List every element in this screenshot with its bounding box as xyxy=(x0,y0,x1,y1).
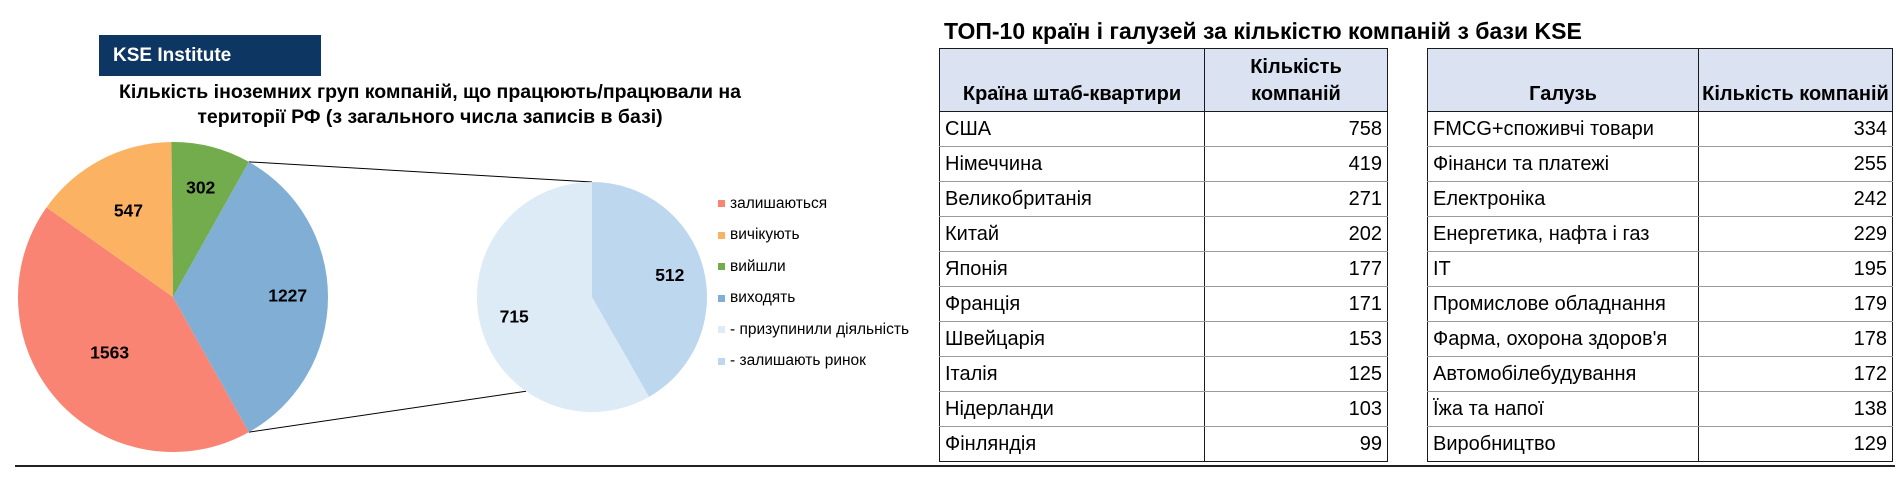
industry-row xyxy=(1428,182,1893,217)
industry-name-cell: Фінанси та платежі xyxy=(1428,147,1699,182)
country-count-cell: 271 xyxy=(1205,182,1388,217)
country-row xyxy=(940,147,1388,182)
country-name-cell: Нідерланди xyxy=(940,392,1205,427)
industry-count-cell: 255 xyxy=(1699,147,1893,182)
country-name-cell: Франція xyxy=(940,287,1205,322)
legend-swatch xyxy=(718,200,725,207)
industry-row xyxy=(1428,252,1893,287)
legend-swatch xyxy=(718,358,725,365)
tables-title: ТОП-10 країн і галузей за кількістю компаній з бази KSE xyxy=(944,18,1582,44)
main-pie-value-label: 1563 xyxy=(90,342,130,363)
legend-item xyxy=(718,188,909,220)
country-count-cell: 171 xyxy=(1205,287,1388,322)
country-count-cell: 177 xyxy=(1205,252,1388,287)
industry-name-cell: FMCG+споживчі товари xyxy=(1428,112,1699,147)
legend-label: виходять xyxy=(730,289,796,307)
industry-name-cell: Їжа та напої xyxy=(1428,392,1699,427)
legend-item xyxy=(718,314,909,346)
industry-name-cell: Промислове обладнання xyxy=(1428,287,1699,322)
legend-item xyxy=(718,283,909,315)
bottom-divider xyxy=(15,465,1895,467)
country-row xyxy=(940,287,1388,322)
legend-label: залишаються xyxy=(730,194,828,212)
industry-name-cell: Фарма, охорона здоров'я xyxy=(1428,322,1699,357)
sub-pie xyxy=(477,182,707,412)
legend-label: вичікують xyxy=(730,226,800,244)
industry-name-cell: Автомобілебудування xyxy=(1428,357,1699,392)
industry-count-cell: 129 xyxy=(1699,427,1893,462)
industry-name-cell: Електроніка xyxy=(1428,182,1699,217)
country-row xyxy=(940,112,1388,147)
country-count-header: Кількість компаній xyxy=(1205,49,1388,112)
industry-name-cell: Виробництво xyxy=(1428,427,1699,462)
connector-line xyxy=(249,162,592,182)
legend-label: - залишають ринок xyxy=(730,352,866,370)
industry-name-cell: Енергетика, нафта і газ xyxy=(1428,217,1699,252)
country-row xyxy=(940,392,1388,427)
legend-swatch xyxy=(718,263,725,270)
country-table xyxy=(939,48,1388,462)
industry-count-cell: 138 xyxy=(1699,392,1893,427)
legend-item xyxy=(718,251,909,283)
industry-row xyxy=(1428,427,1893,462)
country-count-cell: 419 xyxy=(1205,147,1388,182)
country-count-cell: 153 xyxy=(1205,322,1388,357)
industry-row xyxy=(1428,357,1893,392)
main-pie-value-label: 547 xyxy=(113,200,144,221)
country-row xyxy=(940,357,1388,392)
legend-item xyxy=(718,346,909,378)
industry-row xyxy=(1428,392,1893,427)
legend-label: вийшли xyxy=(730,257,786,275)
industry-count-header: Кількість компаній xyxy=(1699,49,1893,112)
country-count-cell: 202 xyxy=(1205,217,1388,252)
brand-label: KSE Institute xyxy=(99,35,321,76)
legend-swatch xyxy=(718,295,725,302)
country-row xyxy=(940,252,1388,287)
industry-count-cell: 229 xyxy=(1699,217,1893,252)
country-count-cell: 125 xyxy=(1205,357,1388,392)
industry-count-cell: 179 xyxy=(1699,287,1893,322)
country-header: Країна штаб-квартири xyxy=(940,49,1205,112)
country-name-cell: США xyxy=(940,112,1205,147)
industry-table xyxy=(1427,48,1893,462)
industry-name-cell: IT xyxy=(1428,252,1699,287)
main-pie-value-label: 1227 xyxy=(268,285,308,306)
country-name-cell: Італія xyxy=(940,357,1205,392)
country-name-cell: Німеччина xyxy=(940,147,1205,182)
country-count-cell: 758 xyxy=(1205,112,1388,147)
sub-pie-value-label: 715 xyxy=(499,306,529,327)
main-pie-value-label: 302 xyxy=(186,177,216,198)
industry-count-cell: 172 xyxy=(1699,357,1893,392)
chart-legend xyxy=(718,188,909,377)
country-name-cell: Китай xyxy=(940,217,1205,252)
industry-count-cell: 242 xyxy=(1699,182,1893,217)
country-row xyxy=(940,427,1388,462)
country-name-cell: Швейцарія xyxy=(940,322,1205,357)
industry-header: Галузь xyxy=(1428,49,1699,112)
industry-row xyxy=(1428,147,1893,182)
chart-title-line2: території РФ (з загального числа записів в базі) xyxy=(197,106,663,128)
country-count-cell: 99 xyxy=(1205,427,1388,462)
legend-item xyxy=(718,220,909,252)
country-name-cell: Японія xyxy=(940,252,1205,287)
industry-count-cell: 334 xyxy=(1699,112,1893,147)
country-name-cell: Великобританія xyxy=(940,182,1205,217)
industry-count-cell: 195 xyxy=(1699,252,1893,287)
industry-row xyxy=(1428,217,1893,252)
legend-swatch xyxy=(718,326,725,333)
industry-row xyxy=(1428,287,1893,322)
industry-row xyxy=(1428,322,1893,357)
country-row xyxy=(940,322,1388,357)
country-name-cell: Фінляндія xyxy=(940,427,1205,462)
country-count-cell: 103 xyxy=(1205,392,1388,427)
legend-label: - призупинили діяльність xyxy=(730,320,910,338)
industry-count-cell: 178 xyxy=(1699,322,1893,357)
country-row xyxy=(940,182,1388,217)
sub-pie-value-label: 512 xyxy=(655,264,685,285)
legend-swatch xyxy=(718,232,725,239)
country-row xyxy=(940,217,1388,252)
industry-row xyxy=(1428,112,1893,147)
chart-title-line1: Кількість іноземних груп компаній, що працюють/працювали на xyxy=(118,81,742,103)
